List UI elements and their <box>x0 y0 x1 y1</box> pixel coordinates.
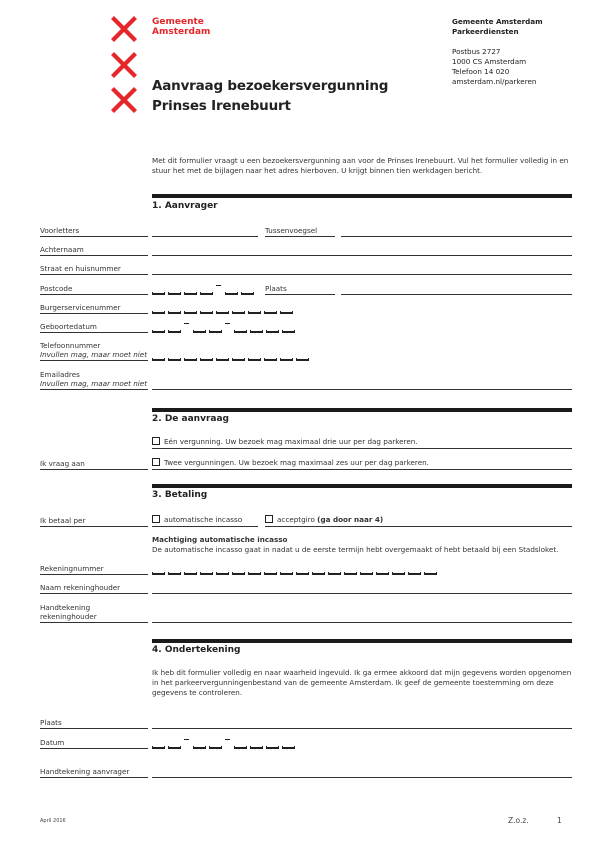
label-straat: Straat en huisnummer <box>40 264 148 275</box>
label-ik-vraag-aan: Ik vraag aan <box>40 459 148 470</box>
section-title-ondertekening: 4. Ondertekening <box>152 645 241 655</box>
label-bsn: Burgerservicenummer <box>40 303 148 314</box>
option-twee-vergunningen[interactable]: Twee vergunningen. Uw bezoek mag maximaal zes uur per dag parkeren. <box>152 458 572 470</box>
section-divider <box>152 194 572 198</box>
section-title-aanvrager: 1. Aanvrager <box>152 201 218 211</box>
label-datum: Datum <box>40 738 148 749</box>
label-geboortedatum: Geboortedatum <box>40 322 148 333</box>
section-divider <box>152 408 572 412</box>
rekeningnummer-field[interactable] <box>152 567 440 575</box>
postcode-field[interactable] <box>152 287 257 295</box>
label-handtekening-rekeninghouder: Handtekening rekeninghouder <box>40 603 130 623</box>
tussenvoegsel-field[interactable] <box>341 236 572 237</box>
label-email: Emailadres Invullen mag, maar moet niet <box>40 370 148 388</box>
email-field[interactable] <box>152 389 572 390</box>
achternaam-field[interactable] <box>152 255 572 256</box>
footer-date: April 2016 <box>40 818 66 824</box>
plaats-ondertekening-field[interactable] <box>152 728 572 729</box>
handtekening-aanvrager-field[interactable] <box>152 777 572 778</box>
telefoon-field[interactable] <box>152 353 312 361</box>
page-title: Aanvraag bezoekersvergunning Prinses Irenebuurt <box>152 78 389 114</box>
brand-name: Gemeente Amsterdam <box>152 17 211 37</box>
label-rekeningnummer: Rekeningnummer <box>40 564 148 575</box>
label-ik-betaal-per: Ik betaal per <box>40 516 148 527</box>
checkbox[interactable] <box>152 458 160 466</box>
label-handtekening-aanvrager: Handtekening aanvrager <box>40 767 148 778</box>
naam-rekeninghouder-field[interactable] <box>152 593 572 594</box>
label-voorletters: Voorletters <box>40 226 148 237</box>
page-number: 1 <box>557 816 562 825</box>
label-postcode: Postcode <box>40 284 148 295</box>
label-tussenvoegsel: Tussenvoegsel <box>265 226 335 237</box>
amsterdam-cross-icon <box>110 51 138 79</box>
datum-field[interactable] <box>152 741 298 749</box>
label-underline <box>40 622 148 623</box>
label-naam-rekeninghouder: Naam rekeninghouder <box>40 583 148 594</box>
mandate-text: Machtiging automatische incasso De automatische incasso gaat in nadat u de eerste termijn hebt overgemaakt of hebt betaald bij een Stadsloket. <box>152 535 559 554</box>
amsterdam-cross-icon <box>110 15 138 43</box>
label-telefoon: Telefoonnummer Invullen mag, maar moet niet <box>40 341 148 359</box>
bsn-field[interactable] <box>152 306 296 314</box>
section-divider <box>152 639 572 643</box>
declaration-text: Ik heb dit formulier volledig en naar waarheid ingevuld. Ik ga ermee akkoord dat mijn gegevens worden opgenomen in het parkeervergunningenbestand van de gemeente Amsterdam. Ik geef de gemeente toestemming om deze gegevens te controleren. <box>152 668 572 697</box>
voorletters-field[interactable] <box>152 236 258 237</box>
section-title-aanvraag: 2. De aanvraag <box>152 414 229 424</box>
label-plaats: Plaats <box>40 718 148 729</box>
amsterdam-cross-icon <box>110 86 138 114</box>
geboortedatum-field[interactable] <box>152 325 298 333</box>
checkbox[interactable] <box>265 515 273 523</box>
intro-text: Met dit formulier vraagt u een bezoekersvergunning aan voor de Prinses Irenebuurt. Vul het formulier volledig in en stuur het met de bijlagen naar het adres hierboven. U krijgt binnen tien werkdagen bericht. <box>152 156 569 175</box>
option-een-vergunning[interactable]: Eén vergunning. Uw bezoek mag maximaal drie uur per dag parkeren. <box>152 437 572 449</box>
checkbox[interactable] <box>152 515 160 523</box>
handtekening-rekeninghouder-field[interactable] <box>152 622 572 623</box>
label-plaats: Plaats <box>265 284 335 295</box>
website-link[interactable]: amsterdam.nl/parkeren <box>452 77 537 86</box>
option-automatische-incasso[interactable]: automatische incasso <box>152 515 258 527</box>
section-divider <box>152 484 572 488</box>
checkbox[interactable] <box>152 437 160 445</box>
label-achternaam: Achternaam <box>40 245 148 256</box>
option-acceptgiro[interactable]: acceptgiro (ga door naar 4) <box>265 515 572 527</box>
footer-zoz: Z.o.z. <box>508 816 529 825</box>
straat-field[interactable] <box>152 274 572 275</box>
section-title-betaling: 3. Betaling <box>152 490 208 500</box>
address-block: Gemeente Amsterdam Parkeerdiensten Postbus 2727 1000 CS Amsterdam Telefoon 14 020 amsterdam.nl/parkeren <box>452 17 543 86</box>
plaats-field[interactable] <box>341 294 572 295</box>
